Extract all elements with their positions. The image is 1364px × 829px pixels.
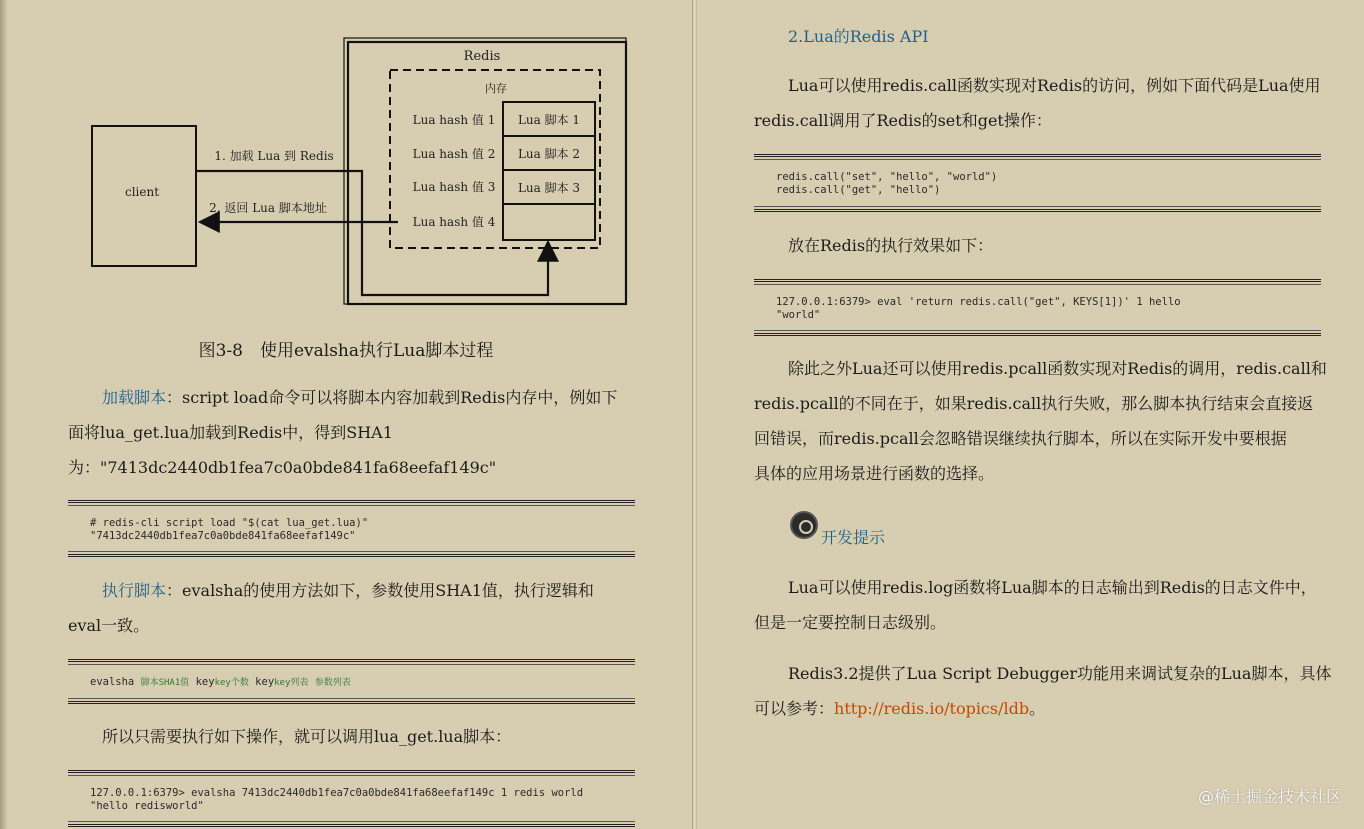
hash-label-3: Lua hash 值 3	[412, 180, 496, 194]
p1-line2: redis.call调用了Redis的set和get操作：	[754, 111, 1052, 130]
p2-text2: eval一致。	[68, 616, 150, 635]
watermark: @稀土掘金技术社区	[1197, 787, 1342, 806]
exec-script-paragraph	[68, 573, 668, 643]
p4-line: Lua可以使用redis.log函数将Lua脚本的日志输出到Redis的日志文件中，	[788, 578, 1317, 597]
p2-text1: ：evalsha的使用方法如下，参数使用SHA1值，执行逻辑和	[166, 581, 594, 600]
pcall-paragraph	[754, 351, 1344, 491]
code-block-evalsha-usage	[68, 659, 635, 704]
code-block-eval	[754, 279, 1321, 336]
code-line: "hello redisworld"	[90, 800, 204, 812]
script-label-3: Lua 脚本 3	[517, 181, 581, 195]
right-page	[697, 0, 1364, 829]
figure-caption: 图3-8 使用evalsha执行Lua脚本过程	[198, 341, 494, 361]
arrow1-label: 1. 加载 Lua 到 Redis	[214, 149, 334, 163]
p3-line: 回错误，而redis.pcall会忽略错误继续执行脚本，所以在实际开发中要根据	[754, 429, 1287, 448]
code-line: "7413dc2440db1fea7c0a0bde841fa68eefaf149c"	[90, 530, 356, 542]
diagram-svg	[60, 30, 645, 330]
code-block-redis-call	[754, 154, 1321, 212]
hash-label-2: Lua hash 值 2	[412, 147, 496, 161]
tip-title: 开发提示	[821, 528, 886, 547]
p3-line: 除此之外Lua还可以使用redis.pcall函数实现对Redis的调用，redis.call和	[788, 359, 1327, 378]
hash-label-4: Lua hash 值 4	[412, 215, 496, 229]
p1-line1: Lua可以使用redis.call函数实现对Redis的访问，例如下面代码是Lua使用	[788, 76, 1321, 95]
code-cmd: evalsha	[90, 676, 135, 688]
p3: 所以只需要执行如下操作，就可以调用lua_get.lua脚本：	[102, 727, 512, 746]
p1-text3: 为："7413dc2440db1fea7c0a0bde841fa68eefaf149c"	[68, 458, 497, 477]
script-label-1: Lua 脚本 1	[517, 113, 581, 127]
p3-line: 具体的应用场景进行函数的选择。	[754, 464, 995, 483]
p2: 放在Redis的执行效果如下：	[788, 236, 994, 255]
exec-script-term: 执行脚本	[102, 581, 167, 600]
code-arg: key列表	[274, 678, 309, 688]
evalsha-diagram	[60, 30, 645, 330]
p5-prefix: 可以参考：	[754, 699, 835, 718]
hash-label-1: Lua hash 值 1	[412, 113, 496, 127]
code-key: key	[195, 676, 215, 688]
code-block-script-load	[68, 500, 635, 557]
code-arg: 参数列表	[314, 678, 351, 688]
code-line: redis.call("set", "hello", "world")	[776, 171, 998, 183]
ldb-link[interactable]: http://redis.io/topics/ldb	[834, 699, 1030, 718]
code-arg: key个数	[214, 678, 249, 688]
section-title: 2.Lua的Redis API	[788, 27, 929, 46]
script-label-2: Lua 脚本 2	[517, 147, 581, 161]
p4-line: 但是一定要控制日志级别。	[754, 613, 947, 632]
p1-text2: 面将lua_get.lua加载到Redis中，得到SHA1	[68, 423, 393, 442]
p1-text1: ：script load命令可以将脚本内容加载到Redis内存中，例如下	[166, 388, 618, 407]
code-line: "world"	[776, 309, 821, 321]
code-line: 127.0.0.1:6379> evalsha 7413dc2440db1fea7c0a0bde841fa68eefaf149c 1 redis world	[90, 787, 584, 799]
load-script-paragraph	[68, 380, 668, 485]
memory-label: 内存	[485, 82, 507, 95]
load-script-term: 加载脚本	[102, 388, 167, 407]
code-arg: 脚本SHA1值	[140, 678, 190, 688]
code-line: # redis-cli script load "$(cat lua_get.lua)"	[90, 517, 369, 529]
debugger-paragraph	[754, 656, 1344, 726]
code-line: redis.call("get", "hello")	[776, 184, 941, 196]
p3-line: redis.pcall的不同在于，如果redis.call执行失败，那么脚本执行结束会直接返	[754, 394, 1314, 413]
script-cell	[503, 204, 595, 240]
client-label: client	[124, 185, 160, 199]
code-block-evalsha-run	[68, 770, 635, 827]
redis-label: Redis	[463, 49, 501, 64]
code-line: 127.0.0.1:6379> eval 'return redis.call("get", KEYS[1])' 1 hello	[776, 296, 1181, 308]
page-edge	[0, 0, 8, 829]
tip-icon	[790, 511, 818, 539]
code-key: key	[255, 676, 275, 688]
p5-suffix: 。	[1029, 699, 1046, 718]
log-paragraph	[754, 570, 1344, 640]
p5-line1: Redis3.2提供了Lua Script Debugger功能用来调试复杂的Lua脚本，具体	[788, 664, 1332, 683]
arrow2-label: 2. 返回 Lua 脚本地址	[209, 201, 327, 215]
redis-call-paragraph	[754, 68, 1334, 138]
